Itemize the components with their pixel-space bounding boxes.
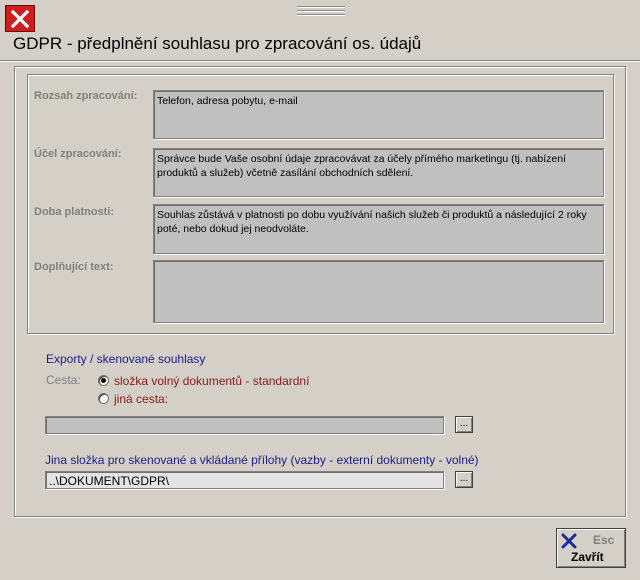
exports-heading: Exporty / skenované souhlasy xyxy=(46,352,206,366)
window-title: GDPR - předplnění souhlasu pro zpracování os. údajů xyxy=(13,34,422,53)
purpose-memo[interactable]: Správce bude Vaše osobní údaje zpracovávat za účely přímého marketingu (tj. nabízení produktů a služeb) včetně zasílání obchodních sdělení. xyxy=(153,148,604,197)
attachments-path-input[interactable]: ..\DOKUMENT\GDPR\ xyxy=(45,471,444,489)
browse-attachments-button[interactable]: ... xyxy=(455,471,473,488)
path-label: Cesta: xyxy=(46,373,81,387)
blue-x-icon xyxy=(561,533,577,549)
purpose-label: Účel zpracování: xyxy=(34,148,122,160)
extra-text-memo[interactable] xyxy=(153,260,604,323)
validity-memo[interactable]: Souhlas zůstává v platnosti po dobu využívání našich služeb či produktů a následující 2 roky poté, nebo dokud jej neodvoláte. xyxy=(153,204,604,254)
option-default-folder-label[interactable]: složka volný dokumentů - standardní xyxy=(114,374,310,388)
attachments-heading: Jina složka pro skenované a vkládané přílohy (vazby - externí dokumenty - volné) xyxy=(45,453,479,467)
radio-default-folder[interactable] xyxy=(98,375,109,386)
validity-label: Doba platnosti: xyxy=(34,206,115,218)
window-close-button[interactable] xyxy=(5,5,35,32)
window-drag-grip[interactable] xyxy=(297,6,345,16)
scope-memo[interactable]: Telefon, adresa pobytu, e-mail xyxy=(153,90,604,139)
scope-label: Rozsah zpracování: xyxy=(34,90,138,102)
close-label: Zavřít xyxy=(571,550,604,564)
extra-text-label: Doplňující text: xyxy=(34,261,114,273)
radio-selected-dot xyxy=(101,378,106,383)
browse-other-path-button[interactable]: ... xyxy=(455,416,473,433)
radio-other-path[interactable] xyxy=(98,393,109,404)
option-other-path-label[interactable]: jiná cesta: xyxy=(114,392,169,406)
close-dialog-button[interactable] xyxy=(556,528,626,568)
esc-shortcut-label: Esc xyxy=(593,533,615,547)
close-x-icon xyxy=(10,9,30,29)
other-path-input[interactable] xyxy=(45,416,444,434)
title-divider xyxy=(0,60,640,62)
